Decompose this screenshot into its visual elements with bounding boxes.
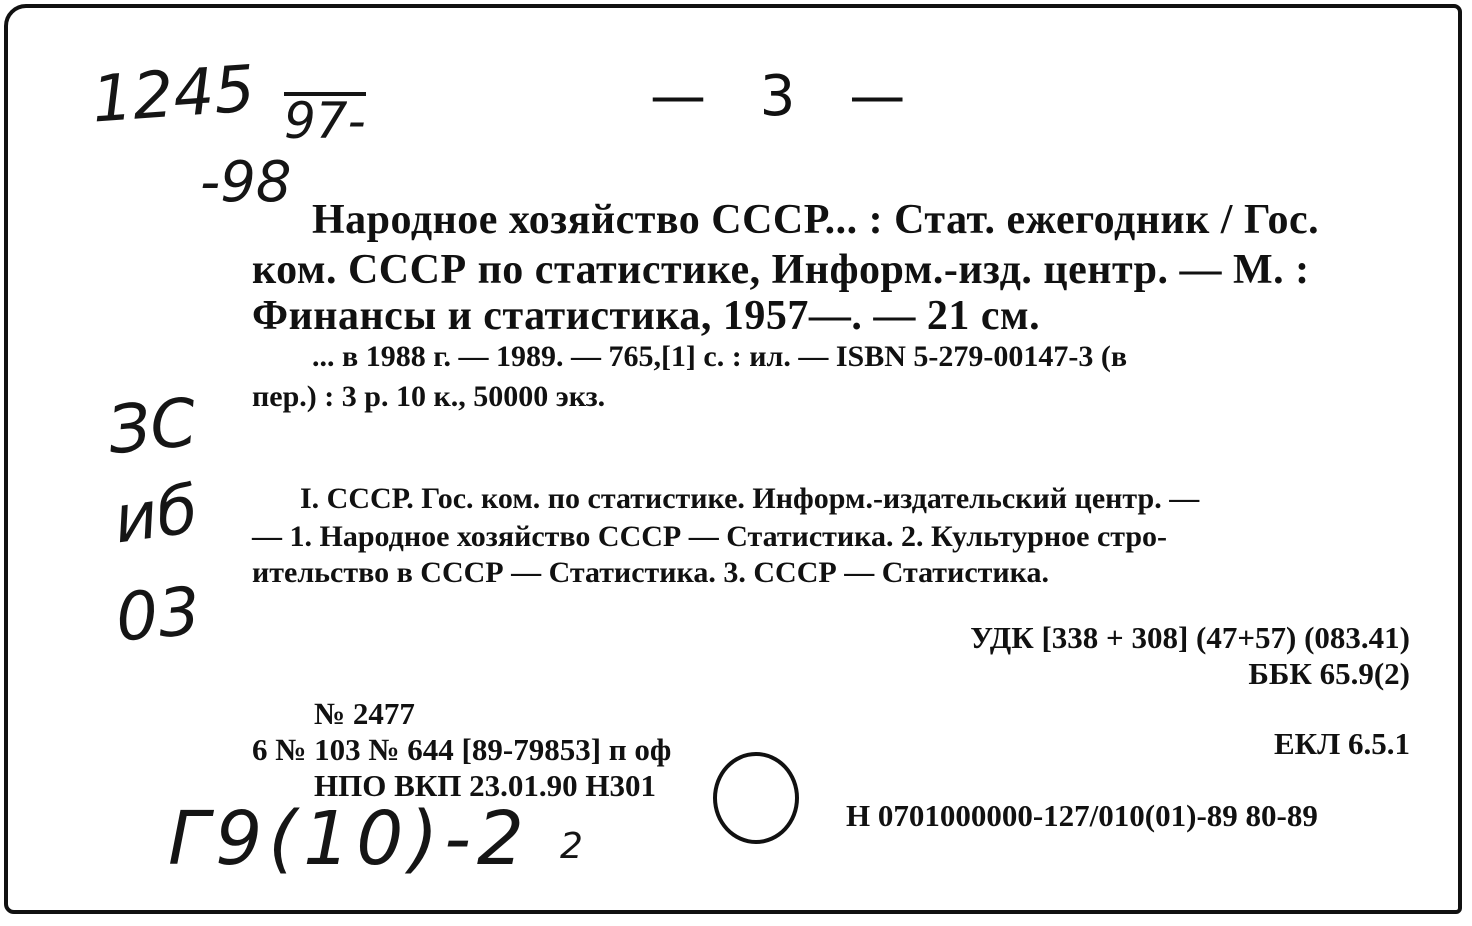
bbk-code: ББК 65.9(2) — [1248, 656, 1410, 691]
stamp-circle — [713, 752, 799, 844]
entry-line-2: ком. СССР по статистике, Информ.-изд. центр. — М. : — [252, 247, 1310, 293]
entry-note-1: ... в 1988 г. — 1989. — 765,[1] с. : ил. — ISBN 5-279-00147-3 (в — [312, 340, 1128, 373]
udk-code: УДК [338 + 308] (47+57) (083.41) — [970, 620, 1410, 655]
handwritten-mark-2: иб — [109, 470, 203, 559]
subjects-line-1: I. СССР. Гос. ком. по статистике. Информ.-издательский центр. — — [300, 482, 1200, 515]
handwritten-mark-1: ЗС — [104, 383, 201, 470]
imprint-order: № 2477 — [314, 696, 415, 731]
ekl-code: ЕКЛ 6.5.1 — [1273, 726, 1410, 761]
handwritten-years-top: 97- — [284, 92, 366, 150]
handwritten-call-number: 1245 — [89, 52, 258, 138]
publisher-code: Н 0701000000-127/010(01)-89 80-89 — [846, 798, 1318, 833]
page-number: — 3 — — [650, 64, 924, 129]
handwritten-bottom-code: Г9(10)-2 — [168, 796, 530, 882]
entry-note-2: пер.) : 3 р. 10 к., 50000 экз. — [252, 380, 606, 413]
handwritten-bottom-sup: 2 — [560, 826, 583, 867]
handwritten-mark-3: 03 — [112, 572, 204, 657]
subjects-line-3: ительство в СССР — Статистика. 3. СССР — Статистика. — [252, 556, 1049, 589]
entry-line-1: Народное хозяйство СССР... : Стат. ежегодник / Гос. — [312, 197, 1320, 243]
subjects-line-2: — 1. Народное хозяйство СССР — Статистика. 2. Культурное стро- — [252, 520, 1168, 553]
imprint-line-2: 6 № 103 № 644 [89-79853] п оф — [252, 732, 672, 767]
handwritten-years-bottom: -98 — [200, 150, 292, 215]
entry-line-3: Финансы и статистика, 1957—. — 21 см. — [252, 293, 1041, 339]
imprint-line-3: НПО ВКП 23.01.90 Н301 — [314, 768, 656, 803]
